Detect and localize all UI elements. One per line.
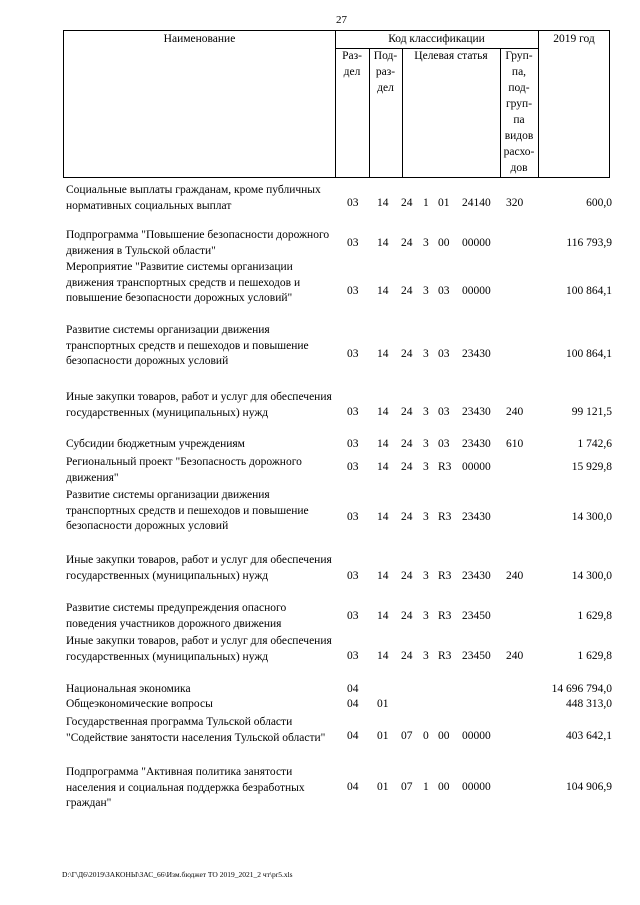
row-amount: 100 864,1 [566, 348, 612, 360]
row-code-t4: 00000 [462, 781, 491, 793]
row-code-rz: 03 [347, 237, 359, 249]
row-code-pr: 14 [377, 570, 389, 582]
row-name: Общеэкономические вопросы [66, 698, 213, 710]
row-code-t1: 24 [401, 511, 413, 523]
row-code-pr: 14 [377, 610, 389, 622]
row-code-t2: 3 [423, 285, 429, 297]
row-code-vr: 240 [506, 570, 524, 582]
row-amount: 14 300,0 [571, 511, 612, 523]
row-code-t3: 00 [438, 237, 450, 249]
row-code-t4: 23430 [462, 406, 491, 418]
row-code-pr: 14 [377, 285, 389, 297]
row-code-t2: 3 [423, 237, 429, 249]
row-code-t3: R3 [438, 461, 452, 473]
row-code-t3: 00 [438, 730, 450, 742]
row-code-rz: 03 [347, 438, 359, 450]
row-code-rz: 03 [347, 285, 359, 297]
row-code-t2: 0 [423, 730, 429, 742]
row-code-t3: R3 [438, 610, 452, 622]
row-code-t1: 24 [401, 237, 413, 249]
row-code-pr: 01 [377, 698, 389, 710]
row-code-rz: 04 [347, 730, 359, 742]
row-code-rz: 04 [347, 698, 359, 710]
row-amount: 1 742,6 [577, 438, 612, 450]
row-code-t2: 1 [423, 197, 429, 209]
row-code-t1: 24 [401, 650, 413, 662]
row-name: Развитие системы организации движения транспортных средств и пешеходов и повышение безопасности дорожных условий [66, 324, 309, 367]
row-amount: 99 121,5 [571, 406, 612, 418]
row-amount: 14 696 794,0 [551, 683, 612, 695]
row-name: Социальные выплаты гражданам, кроме публичных нормативных социальных выплат [66, 184, 321, 212]
row-code-t3: R3 [438, 650, 452, 662]
row-code-t1: 24 [401, 610, 413, 622]
row-code-pr: 14 [377, 650, 389, 662]
row-amount: 448 313,0 [566, 698, 612, 710]
row-code-t3: R3 [438, 511, 452, 523]
row-code-t2: 3 [423, 610, 429, 622]
row-code-t4: 23430 [462, 438, 491, 450]
row-code-rz: 03 [347, 511, 359, 523]
row-code-t4: 00000 [462, 237, 491, 249]
row-code-t2: 3 [423, 461, 429, 473]
row-name: Государственная программа Тульской области "Содействие занятости населения Тульской области" [66, 716, 326, 744]
table-header [63, 30, 610, 178]
row-code-t1: 24 [401, 197, 413, 209]
row-code-t2: 1 [423, 781, 429, 793]
row-amount: 1 629,8 [577, 650, 612, 662]
row-code-t1: 07 [401, 730, 413, 742]
row-amount: 600,0 [586, 197, 612, 209]
header-section: Раз- дел [342, 50, 362, 78]
row-code-pr: 14 [377, 511, 389, 523]
page-number: 27 [336, 14, 347, 26]
row-code-pr: 14 [377, 237, 389, 249]
row-code-t2: 3 [423, 348, 429, 360]
row-code-pr: 14 [377, 438, 389, 450]
row-amount: 15 929,8 [571, 461, 612, 473]
row-amount: 403 642,1 [566, 730, 612, 742]
row-code-t2: 3 [423, 650, 429, 662]
row-code-t4: 23430 [462, 348, 491, 360]
row-code-t2: 3 [423, 511, 429, 523]
row-code-pr: 14 [377, 348, 389, 360]
row-code-t4: 23450 [462, 650, 491, 662]
row-code-t1: 24 [401, 406, 413, 418]
row-code-t1: 24 [401, 570, 413, 582]
row-code-rz: 03 [347, 197, 359, 209]
row-code-t3: 03 [438, 406, 450, 418]
row-name: Субсидии бюджетным учреждениям [66, 438, 245, 450]
row-name: Подпрограмма "Активная политика занятости населения и социальная поддержка безработных граждан" [66, 766, 305, 809]
row-code-rz: 03 [347, 650, 359, 662]
row-code-t4: 00000 [462, 285, 491, 297]
row-code-t1: 07 [401, 781, 413, 793]
header-subsection: Под- раз- дел [373, 50, 398, 94]
row-code-t4: 00000 [462, 730, 491, 742]
row-name: Развитие системы предупреждения опасного поведения участников дорожного движения [66, 602, 287, 630]
row-name: Иные закупки товаров, работ и услуг для обеспечения государственных (муниципальных) нужд [66, 391, 332, 419]
row-amount: 100 864,1 [566, 285, 612, 297]
row-amount: 116 793,9 [566, 237, 612, 249]
file-path-footer: D:\Г\Д6\2019\ЗАКОНЫ\ЗАС_66\Изм.бюджет ТО 2019_2021_2 чт\pr5.xls [62, 870, 293, 879]
row-code-vr: 240 [506, 406, 524, 418]
row-name: Иные закупки товаров, работ и услуг для обеспечения государственных (муниципальных) нужд [66, 554, 332, 582]
row-code-t3: 01 [438, 197, 450, 209]
row-code-t1: 24 [401, 285, 413, 297]
row-code-t1: 24 [401, 438, 413, 450]
row-code-t3: 00 [438, 781, 450, 793]
header-group: Груп- па, под- груп- па видов расхо- дов [503, 50, 535, 174]
row-code-rz: 03 [347, 570, 359, 582]
row-code-pr: 14 [377, 197, 389, 209]
row-code-t4: 23430 [462, 511, 491, 523]
header-target: Целевая статья [414, 50, 488, 62]
row-name: Национальная экономика [66, 683, 191, 695]
row-code-vr: 320 [506, 197, 524, 209]
row-name: Мероприятие "Развитие системы организации движения транспортных средств и пешеходов и повышение безопасности дорожных условий" [66, 261, 301, 304]
row-amount: 1 629,8 [577, 610, 612, 622]
row-code-pr: 01 [377, 730, 389, 742]
row-code-t2: 3 [423, 406, 429, 418]
row-name: Региональный проект "Безопасность дорожного движения" [66, 456, 302, 484]
row-code-t4: 23450 [462, 610, 491, 622]
row-amount: 104 906,9 [566, 781, 612, 793]
row-code-t4: 00000 [462, 461, 491, 473]
row-code-vr: 240 [506, 650, 524, 662]
row-code-t4: 23430 [462, 570, 491, 582]
row-code-t3: 03 [438, 285, 450, 297]
row-code-rz: 03 [347, 610, 359, 622]
row-code-t2: 3 [423, 438, 429, 450]
row-code-rz: 03 [347, 348, 359, 360]
row-code-rz: 04 [347, 683, 359, 695]
row-code-t1: 24 [401, 348, 413, 360]
row-code-pr: 14 [377, 406, 389, 418]
row-code-pr: 01 [377, 781, 389, 793]
row-code-t3: 03 [438, 348, 450, 360]
row-code-vr: 610 [506, 438, 524, 450]
row-name: Подпрограмма "Повышение безопасности дорожного движения в Тульской области" [66, 229, 330, 257]
row-code-t1: 24 [401, 461, 413, 473]
row-amount: 14 300,0 [571, 570, 612, 582]
row-code-t3: R3 [438, 570, 452, 582]
row-code-rz: 04 [347, 781, 359, 793]
row-code-rz: 03 [347, 461, 359, 473]
header-name: Наименование [163, 33, 236, 45]
row-code-t2: 3 [423, 570, 429, 582]
row-name: Иные закупки товаров, работ и услуг для обеспечения государственных (муниципальных) нужд [66, 635, 332, 663]
row-code-t3: 03 [438, 438, 450, 450]
row-code-pr: 14 [377, 461, 389, 473]
header-year: 2019 год [553, 33, 595, 45]
row-code-rz: 03 [347, 406, 359, 418]
row-code-t4: 24140 [462, 197, 491, 209]
row-name: Развитие системы организации движения транспортных средств и пешеходов и повышение безопасности дорожных условий [66, 489, 309, 532]
header-classification: Код классификации [388, 33, 485, 45]
